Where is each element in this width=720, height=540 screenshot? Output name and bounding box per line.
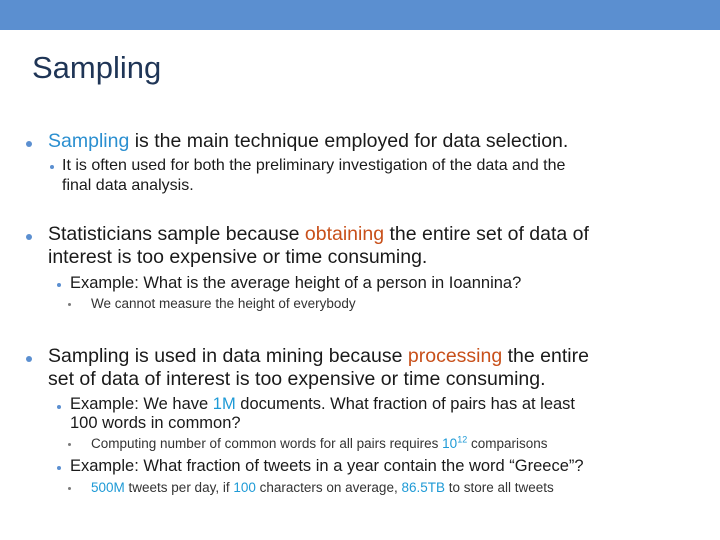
bullet-1-1-line1: It is often used for both the preliminary investigation of the data and the	[62, 157, 566, 174]
bullet-3-line1	[48, 345, 589, 368]
sub-bullet-dot	[57, 405, 61, 409]
bullet-dot	[26, 356, 32, 362]
slide-title: Sampling	[32, 50, 162, 85]
highlight-500m: 500M	[91, 480, 125, 495]
bullet-1-1-line2: final data analysis.	[62, 177, 194, 194]
sub-bullet-dot	[57, 466, 61, 470]
bullet-3-1-text-post: documents. What fraction of pairs has at least	[235, 395, 576, 413]
bullet-3-2-1-text-2: characters on average,	[255, 480, 402, 495]
highlight-100: 100	[233, 480, 256, 495]
bullet-dot	[26, 234, 32, 240]
bullet-3-text-pre: Sampling is used in data mining because	[48, 345, 408, 367]
bullet-1-text: is the main technique employed for data selection.	[129, 130, 569, 152]
power-base: 10	[442, 436, 458, 451]
bullet-3-2-1-text-1: tweets per day, if	[124, 480, 234, 495]
bullet-2-1-1: We cannot measure the height of everybody	[91, 296, 356, 311]
highlight-obtaining: obtaining	[304, 223, 385, 245]
bullet-3-1-line1	[70, 395, 575, 414]
bullet-2-line2: interest is too expensive or time consuming.	[48, 246, 428, 268]
bullet-3-text-post: the entire	[502, 345, 589, 367]
power-exponent: 12	[457, 434, 468, 445]
sub-sub-bullet-dot	[68, 303, 71, 306]
bullet-2-text-post: the entire set of data of	[384, 223, 589, 245]
highlight-86-5tb: 86.5TB	[401, 480, 445, 495]
bullet-dot	[26, 141, 32, 147]
bullet-3-2-1-text-3: to store all tweets	[445, 480, 554, 495]
highlight-processing: processing	[407, 345, 503, 367]
sub-sub-bullet-dot	[68, 443, 71, 446]
bullet-3-line2: set of data of interest is too expensive or time consuming.	[48, 368, 546, 390]
sub-bullet-dot	[50, 165, 54, 169]
bullet-2-line1	[48, 223, 589, 246]
bullet-3-1-1-text-pre: Computing number of common words for all pairs requires	[91, 436, 443, 451]
sub-bullet-dot	[57, 283, 61, 287]
bullet-3-1-1	[91, 436, 548, 451]
top-accent-bar	[0, 0, 720, 30]
bullet-3-1-line2: 100 words in common?	[70, 414, 241, 432]
bullet-3-1-1-text-post: comparisons	[467, 436, 548, 451]
highlight-1m: 1M	[212, 395, 236, 413]
sub-sub-bullet-dot	[68, 487, 71, 490]
highlight-10-12	[442, 436, 467, 451]
bullet-2-1: Example: What is the average height of a person in Ioannina?	[70, 274, 522, 292]
highlight-sampling: Sampling	[48, 130, 130, 152]
bullet-3-2-1	[91, 480, 554, 495]
bullet-2-text-pre: Statisticians sample because	[48, 223, 305, 245]
bullet-1	[48, 130, 568, 153]
bullet-3-1-text-pre: Example: We have	[70, 395, 213, 413]
bullet-3-2: Example: What fraction of tweets in a year contain the word “Greece”?	[70, 457, 584, 475]
